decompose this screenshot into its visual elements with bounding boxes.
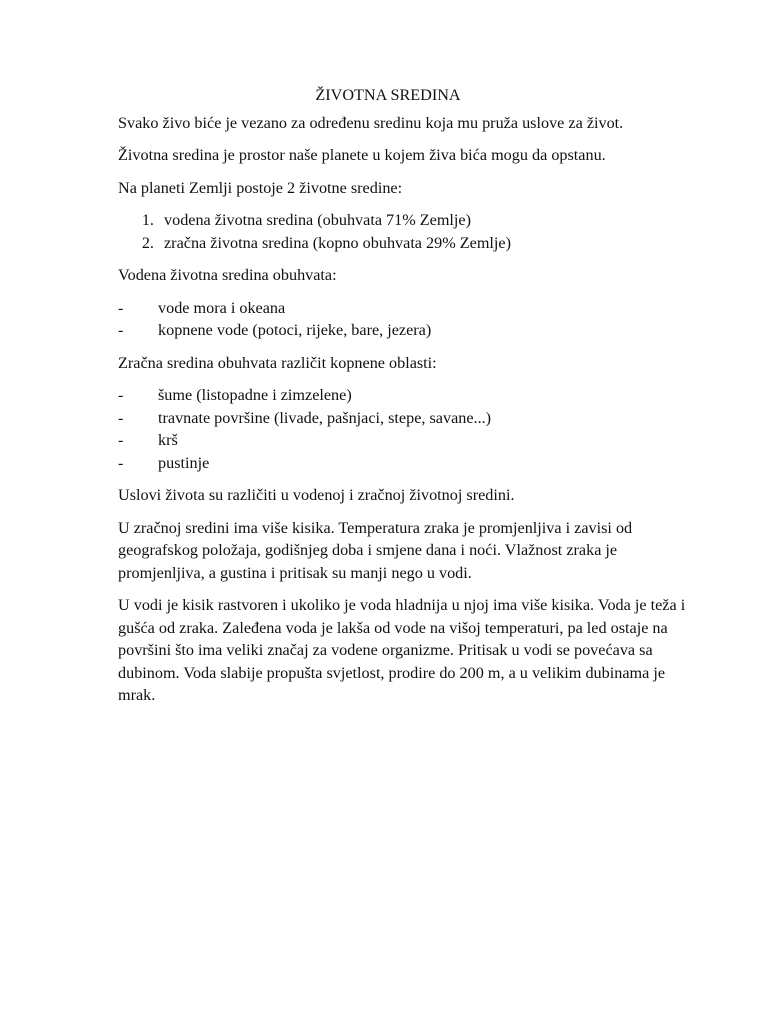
dash-mark: -: [118, 298, 124, 317]
list-item: [118, 429, 708, 452]
list-item-text: krš: [158, 431, 178, 449]
intro-paragraph-2: Životna sredina je prostor naše planete u kojem živa bića mogu da opstanu.: [118, 146, 606, 164]
intro-paragraph-3: Na planeti Zemlji postoje 2 životne sredine:: [118, 178, 403, 197]
air-items-list: [118, 384, 708, 474]
water-heading: Vodena životna sredina obuhvata:: [118, 266, 337, 284]
air-paragraph: U zračnoj sredini ima više kisika. Temperatura zraka je promjenljiva i zavisi od geografskog položaja, godišnjeg doba i smjene dana i noći. Vlažnost zraka je promjenljiva, a gustina i pritisak su manji nego u vodi.: [118, 518, 633, 582]
list-item: [118, 452, 708, 475]
water-items-list: [118, 297, 708, 342]
environments-list: [118, 209, 708, 254]
environment-item-water: 1. vodena životna sredina (obuhvata 71% Zemlje): [158, 209, 708, 232]
list-item: [118, 297, 708, 320]
list-item-text: vode mora i okeana: [158, 298, 286, 317]
dash-mark: -: [118, 386, 124, 404]
list-item: [118, 384, 708, 407]
list-item: [118, 407, 708, 430]
conditions-paragraph: Uslovi života su različiti u vodenoj i zračnoj životnoj sredini.: [118, 486, 515, 504]
dash-mark: -: [118, 321, 124, 339]
intro-paragraph-1: Svako živo biće je vezano za određenu sredinu koja mu pruža uslove za život.: [118, 113, 624, 132]
list-item: [118, 319, 708, 342]
water-paragraph: U vodi je kisik rastvoren i ukoliko je voda hladnija u njoj ima više kisika. Voda je teža i gušća od zraka. Zaleđena voda je lakša od vode na višoj temperaturi, pa led ostaje na površini što ima veliki značaj za vodene organizme. Pritisak u vodi se povećava sa dubinom. Voda slabije propušta svjetlost, prodire do 200 m, a u velikim dubinama je mrak.: [118, 596, 686, 704]
air-heading: Zračna sredina obuhvata različit kopnene oblasti:: [118, 353, 437, 372]
dash-mark: -: [118, 408, 124, 427]
list-item-text: pustinje: [158, 453, 210, 472]
list-item-text: travnate površine (livade, pašnjaci, stepe, savane...): [158, 408, 492, 427]
dash-mark: -: [118, 453, 124, 472]
list-item-text: šume (listopadne i zimzelene): [158, 386, 352, 404]
environment-item-air: 2. zračna životna sredina (kopno obuhvata 29% Zemlje): [158, 232, 708, 255]
document-title: ŽIVOTNA SREDINA: [315, 86, 461, 104]
dash-mark: -: [118, 431, 124, 449]
list-item-text: kopnene vode (potoci, rijeke, bare, jezera): [158, 321, 432, 339]
